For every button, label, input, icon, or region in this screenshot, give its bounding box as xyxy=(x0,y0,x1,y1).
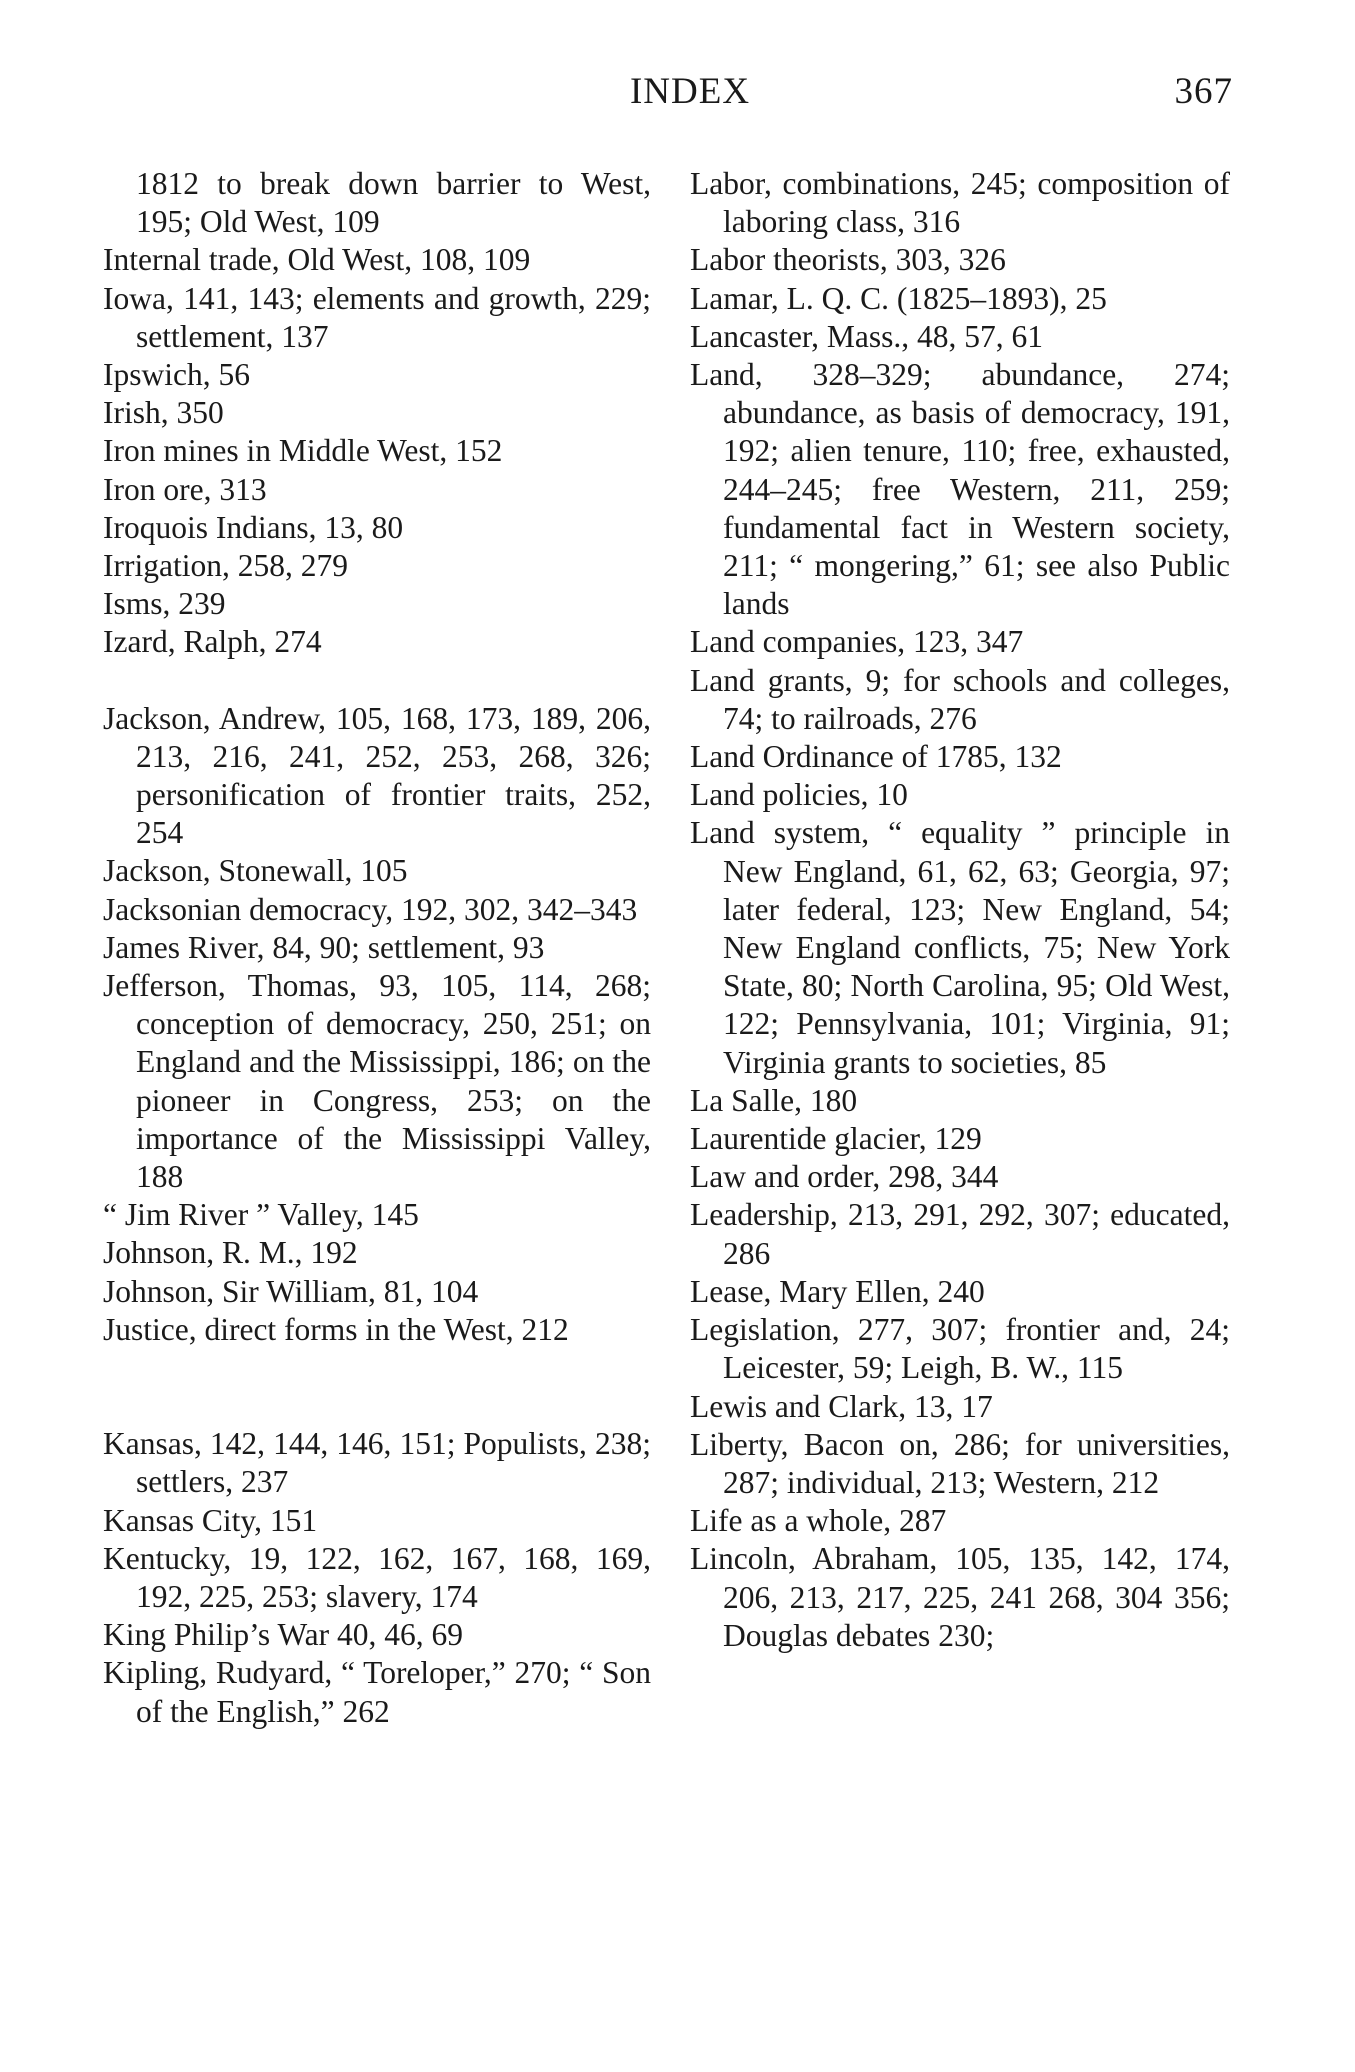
page-title: INDEX xyxy=(629,71,751,112)
running-head xyxy=(0,70,1355,120)
index-entry: Laurentide glacier, 129 xyxy=(690,1121,982,1157)
index-entry: Lancaster, Mass., 48, 57, 61 xyxy=(690,318,1044,354)
index-entry: Land Ordinance of 1785, 132 xyxy=(690,739,1062,775)
index-entry: Iron ore, 313 xyxy=(103,471,267,507)
index-entry: Land policies, 10 xyxy=(690,777,908,813)
index-entry: La Salle, 180 xyxy=(690,1082,858,1118)
index-entry: King Philip’s War 40, 46, 69 xyxy=(103,1617,464,1653)
index-entry: Kansas, 142, 144, 146, 151; Populists, 238; settlers, 237 xyxy=(103,1426,651,1500)
index-entry: Jefferson, Thomas, 93, 105, 114, 268; conception of democracy, 250, 251; on England and the Mississippi, 186; on the pioneer in Congress, 253; on the importance of the Mississippi Valley, 188 xyxy=(103,968,651,1195)
index-entry: Lewis and Clark, 13, 17 xyxy=(690,1388,993,1424)
index-entry: Life as a whole, 287 xyxy=(690,1503,947,1539)
index-column-left xyxy=(103,165,651,1731)
index-entry: Liberty, Bacon on, 286; for universities, 287; individual, 213; Western, 212 xyxy=(690,1426,1230,1500)
index-entry: Kipling, Rudyard, “ Toreloper,” 270; “ Son of the English,” 262 xyxy=(103,1655,651,1729)
index-entry: Kentucky, 19, 122, 162, 167, 168, 169, 192, 225, 253; slavery, 174 xyxy=(103,1540,651,1614)
index-entry: “ Jim River ” Valley, 145 xyxy=(103,1197,419,1233)
index-column-right xyxy=(690,165,1230,1655)
index-entry: James River, 84, 90; settlement, 93 xyxy=(103,929,545,965)
index-entry: Leadership, 213, 291, 292, 307; educated, 286 xyxy=(690,1197,1230,1271)
page-number: 367 xyxy=(1174,71,1233,112)
index-entry: Jackson, Andrew, 105, 168, 173, 189, 206, 213, 216, 241, 252, 253, 268, 326; personification of frontier traits, 252, 254 xyxy=(103,700,651,851)
index-entry: Internal trade, Old West, 108, 109 xyxy=(103,242,531,278)
index-entry: Irish, 350 xyxy=(103,395,224,431)
index-entry: Kansas City, 151 xyxy=(103,1502,318,1538)
index-entry: Johnson, R. M., 192 xyxy=(103,1235,358,1271)
index-entry: Labor theorists, 303, 326 xyxy=(690,242,1006,278)
index-entry: Iron mines in Middle West, 152 xyxy=(103,433,503,469)
index-entry: Jacksonian democracy, 192, 302, 342–343 xyxy=(103,891,638,927)
index-entry: Land system, “ equality ” principle in New England, 61, 62, 63; Georgia, 97; later federal, 123; New England, 54; New England conflicts, 75; New York State, 80; North Carolina, 95; Old West, 122; Pennsylvania, 101; Virginia, 91; Virginia grants to societies, 85 xyxy=(690,815,1230,1080)
index-entry: Lamar, L. Q. C. (1825–1893), 25 xyxy=(690,280,1107,316)
index-entry: Johnson, Sir William, 81, 104 xyxy=(103,1273,479,1309)
letter-group-spacer xyxy=(103,662,651,700)
index-entry: Isms, 239 xyxy=(103,586,226,622)
index-entry: Lease, Mary Ellen, 240 xyxy=(690,1273,985,1309)
index-entry: Law and order, 298, 344 xyxy=(690,1159,999,1195)
index-entry: Izard, Ralph, 274 xyxy=(103,624,322,660)
index-entry: Iowa, 141, 143; elements and growth, 229; settlement, 137 xyxy=(103,280,651,354)
index-entry: Irrigation, 258, 279 xyxy=(103,548,348,584)
index-entry: 1812 to break down barrier to West, 195; Old West, 109 xyxy=(136,166,651,240)
index-entry: Land, 328–329; abundance, 274; abundance, as basis of democracy, 191, 192; alien tenure, 110; free, exhausted, 244–245; free Western, 211, 259; fundamental fact in Western society, 211; “ mongering,” 61; see also Public lands xyxy=(690,357,1230,622)
index-entry: Lincoln, Abraham, 105, 135, 142, 174, 206, 213, 217, 225, 241 268, 304 356; Douglas debates 230; xyxy=(690,1541,1230,1653)
index-entry: Ipswich, 56 xyxy=(103,357,250,393)
index-entry: Jackson, Stonewall, 105 xyxy=(103,853,408,889)
index-entry: Land companies, 123, 347 xyxy=(690,624,1024,660)
index-entry: Labor, combinations, 245; composition of laboring class, 316 xyxy=(690,166,1230,240)
index-entry: Justice, direct forms in the West, 212 xyxy=(103,1311,569,1347)
index-entry: Iroquois Indians, 13, 80 xyxy=(103,509,404,545)
letter-group-spacer xyxy=(103,1349,651,1425)
index-entry: Land grants, 9; for schools and colleges, 74; to railroads, 276 xyxy=(690,662,1230,736)
index-entry: Legislation, 277, 307; frontier and, 24; Leicester, 59; Leigh, B. W., 115 xyxy=(690,1312,1230,1386)
